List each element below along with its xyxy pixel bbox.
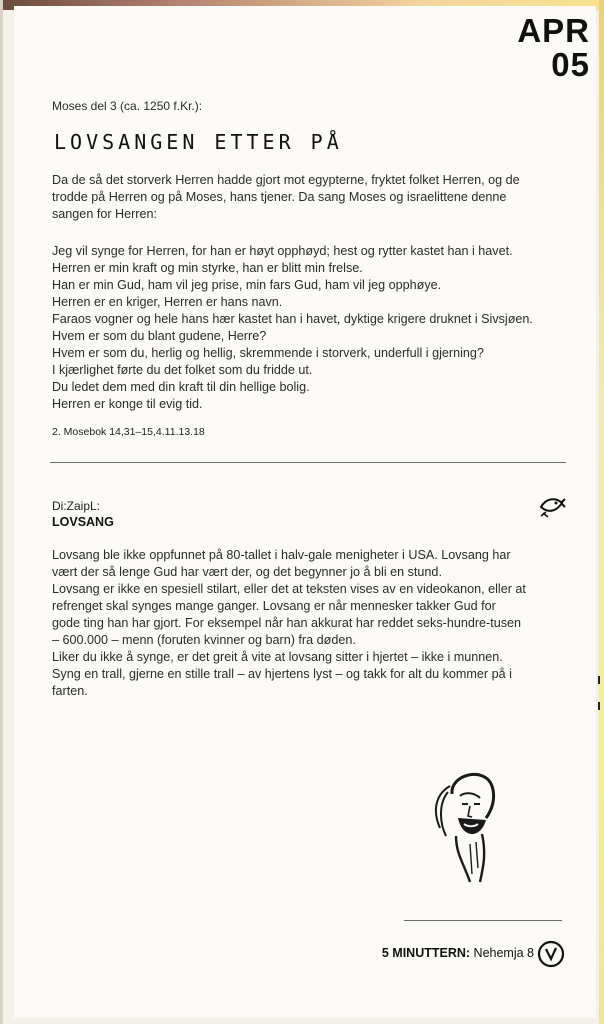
reading-intro: Da de så det storverk Herren hadde gjort mot egypterne, fryktet folket Herren, og de trodde på Herren og på Moses, hans tjener. Da sang Moses og israelittene denne sangen for Herren:	[52, 173, 520, 221]
devotion-paragraph: Liker du ikke å synge, er det greit å vite at lovsang sitter i hjertet – ikke i munnen. Syng en trall, gjerne en stille trall – av hjertens lyst – og takk for alt du kommer på i farten.	[52, 650, 512, 698]
date-day: 05	[551, 46, 590, 83]
footer-label: 5 MINUTTERN:	[381, 946, 471, 960]
poem-line: Herren er min kraft og min styrke, han er blitt min frelse.	[52, 261, 363, 275]
scripture-reference: 2. Mosebok 14,31–15,4.11.13.18	[52, 426, 205, 438]
fish-cross-icon	[538, 493, 566, 519]
sketch-portrait	[430, 764, 510, 884]
margin-mark	[598, 702, 600, 710]
footer-reading	[382, 946, 534, 960]
date-stamp	[517, 14, 590, 82]
devotion-body	[52, 547, 527, 700]
footer-divider	[404, 920, 562, 921]
poem-line: Jeg vil synge for Herren, for han er høyt opphøyd; hest og rytter kastet han i havet.	[52, 244, 513, 258]
page-edge-left	[0, 0, 3, 1024]
page-edge-right	[599, 0, 604, 1024]
section-divider	[50, 462, 566, 463]
poem-line: Hvem er som du blant gudene, Herre?	[52, 329, 267, 343]
devotion-paragraph: Lovsang ble ikke oppfunnet på 80-tallet i halv-gale menigheter i USA. Lovsang har vært der så lenge Gud har vært der, og det begynner jo å bli en stund.	[52, 548, 511, 579]
poem-line: Herren er konge til evig tid.	[52, 397, 203, 411]
devotion-heading: LOVSANG	[52, 515, 114, 529]
reading-title: LOVSANGEN ETTER PÅ	[54, 130, 343, 154]
devotion-author: Di:ZaipL:	[52, 499, 101, 513]
poem-line: Faraos vogner og hele hans hær kastet han i havet, dyktige krigere druknet i Sivsjøen.	[52, 312, 533, 326]
date-month: APR	[517, 12, 590, 49]
reading-source: Moses del 3 (ca. 1250 f.Kr.):	[52, 99, 203, 113]
poem-line: Herren er en kriger, Herren er hans navn.	[52, 295, 283, 309]
poem-line: I kjærlighet førte du det folket som du fridde ut.	[52, 363, 313, 377]
devotion-paragraph: Lovsang er ikke en spesiell stilart, eller det at teksten vises av en videokanon, eller at refrenget skal synges mange ganger. Lovsang er når mennesker takker Gud for gode ting han har gjort. For eksempel når han akkurat har reddet seks-hundre-tusen – 600.000 – menn (foruten kvinner og barn) fra døden.	[52, 582, 526, 647]
poem-line: Hvem er som du, herlig og hellig, skremmende i storverk, underfull i gjerning?	[52, 346, 484, 360]
clock-icon	[537, 940, 565, 968]
poem-line: Du ledet dem med din kraft til din hellige bolig.	[52, 380, 310, 394]
footer-text: Nehemja 8	[473, 946, 534, 960]
margin-mark	[598, 676, 600, 684]
reading-poem	[52, 243, 533, 413]
poem-line: Han er min Gud, ham vil jeg prise, min fars Gud, ham vil jeg opphøye.	[52, 278, 442, 292]
